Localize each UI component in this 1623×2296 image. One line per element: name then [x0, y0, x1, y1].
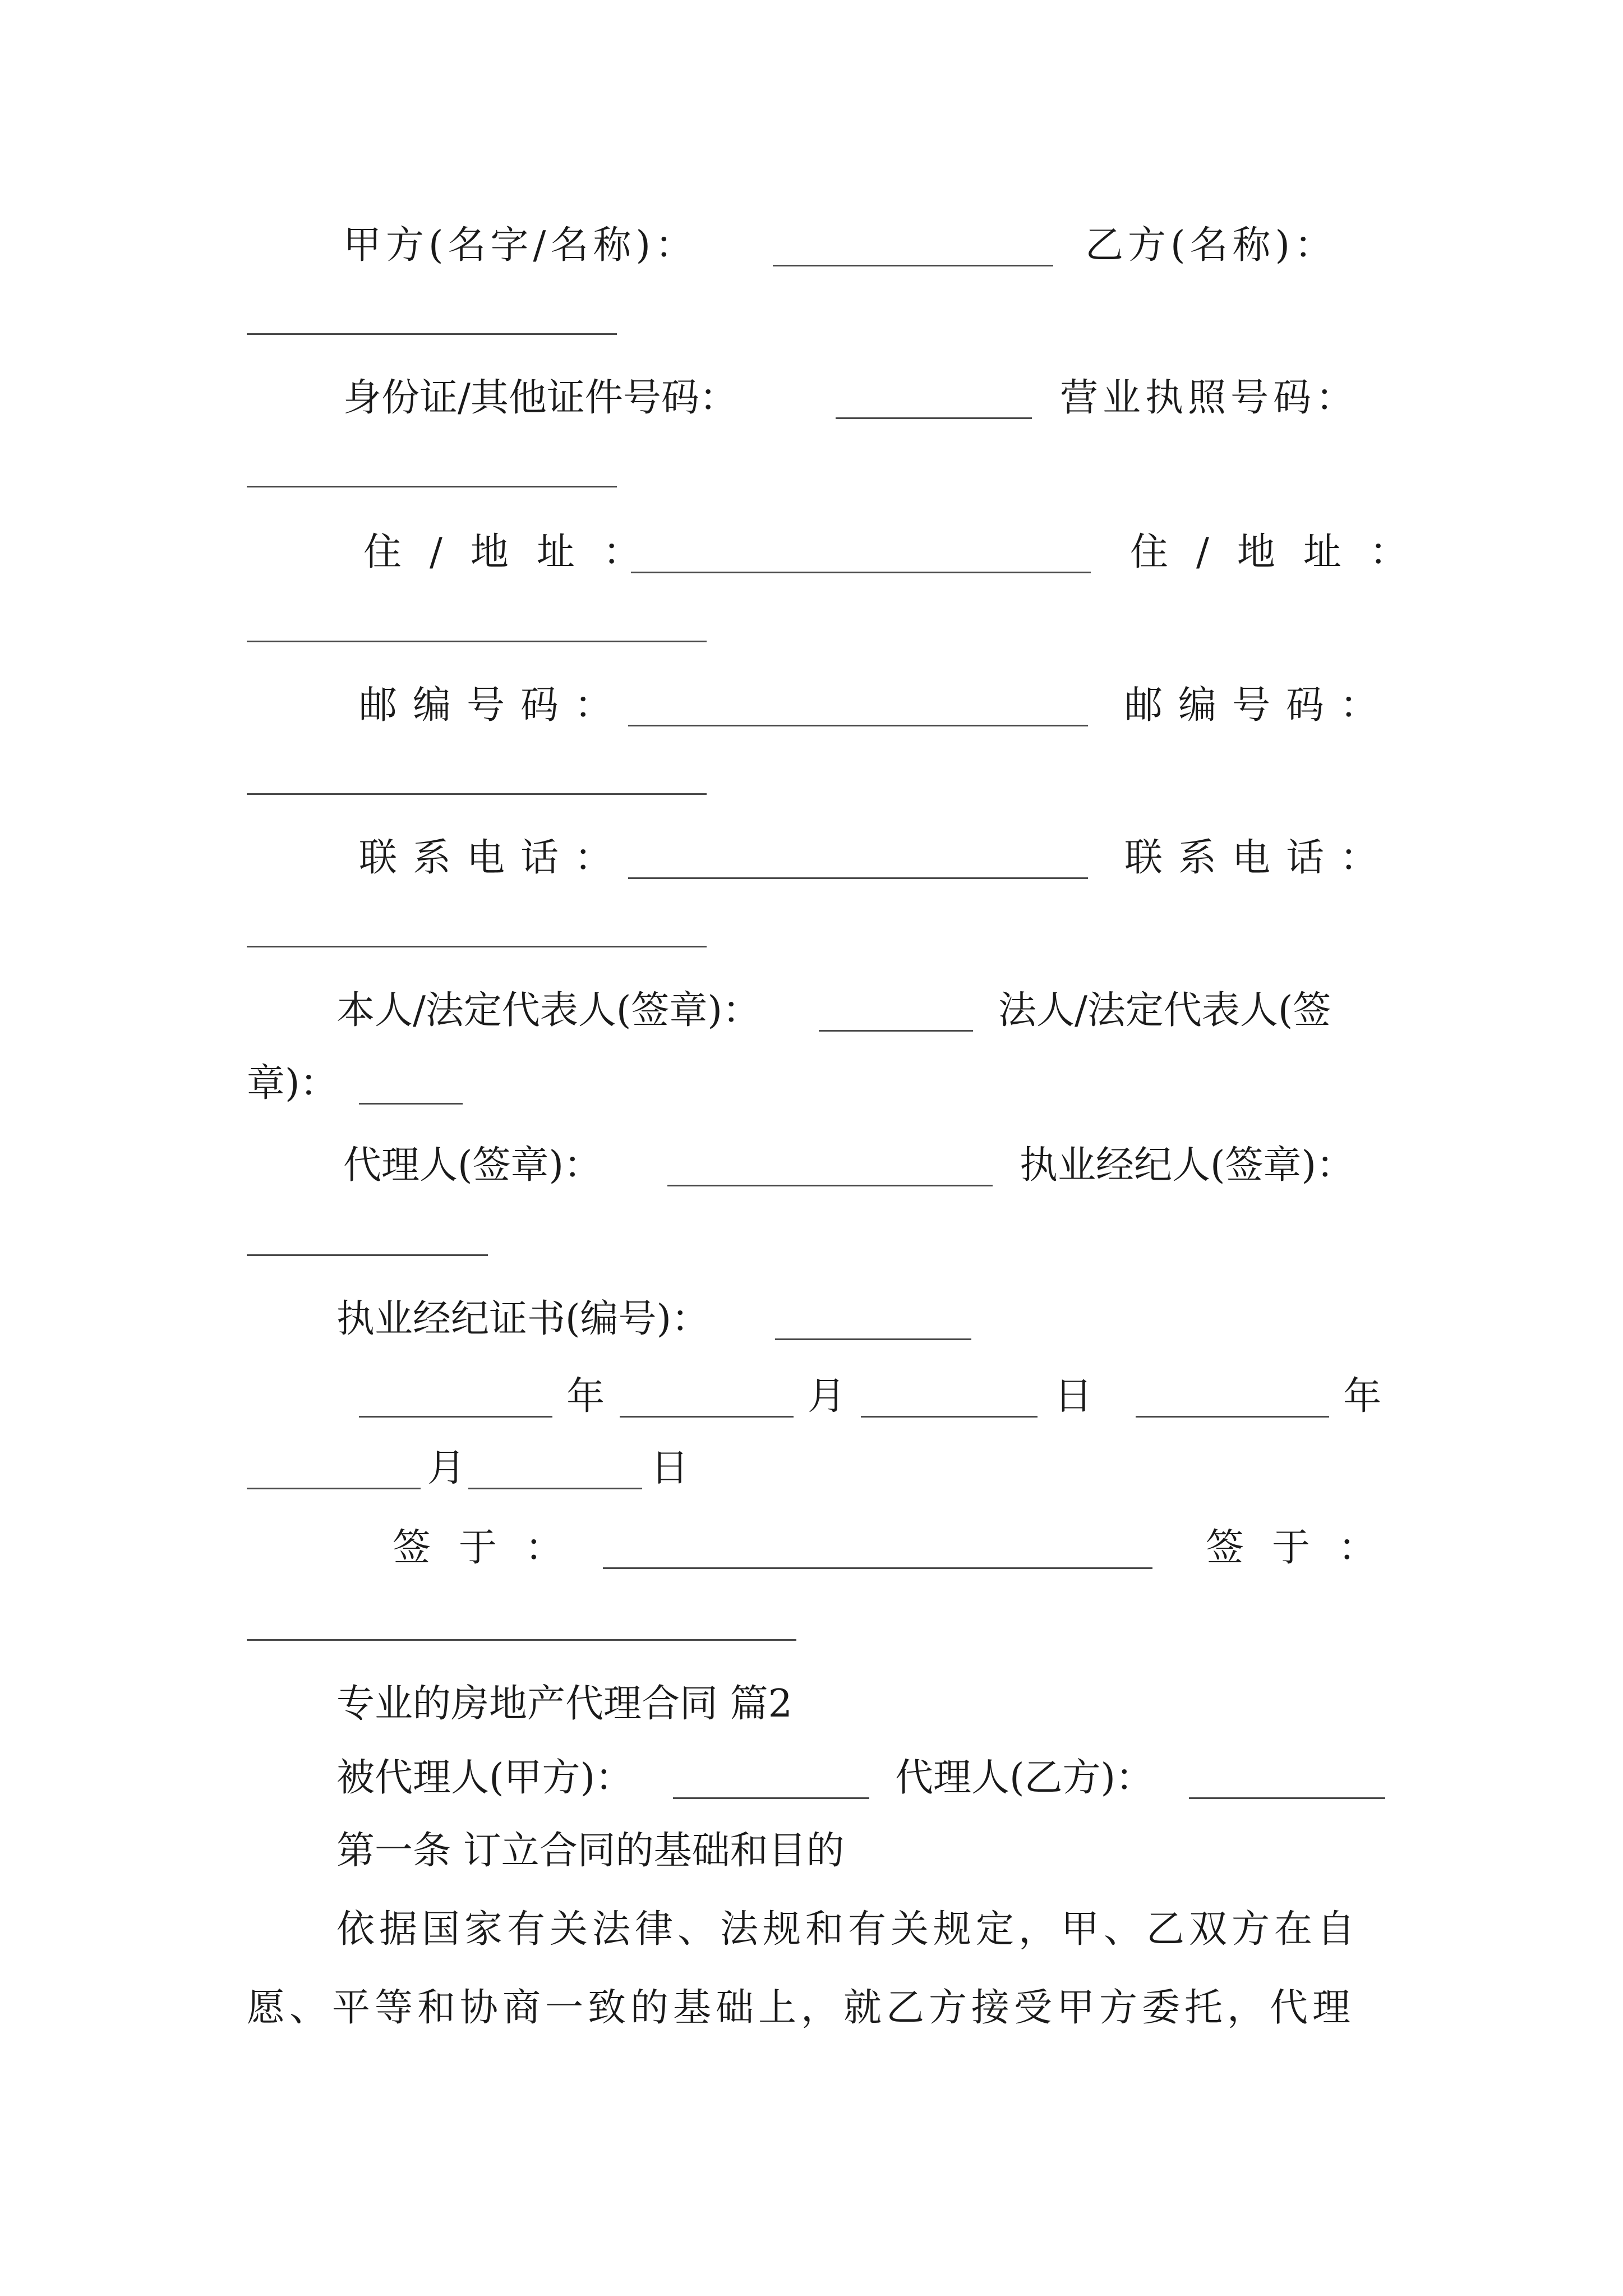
paragraph-line-1	[0, 1902, 1623, 1958]
party-b-name-label: 乙方(名称)：	[1085, 223, 1338, 268]
agent-sign-field[interactable]	[667, 1185, 993, 1186]
phone-a-field[interactable]	[628, 877, 1088, 879]
principal-agent-row	[0, 1750, 1623, 1806]
rep-a-field[interactable]	[819, 1030, 973, 1032]
date-a-month-label: 月	[808, 1374, 846, 1419]
paragraph-text-2: 愿、平等和协商一致的基础上，就乙方接受甲方委托，代理	[247, 1986, 1355, 2030]
agent-b-label: 代理人(乙方)：	[895, 1756, 1154, 1800]
id-number-label: 身份证/其他证件号码：	[343, 376, 737, 420]
article1-title: 第一条 订立合同的基础和目的	[336, 1829, 845, 1873]
date-b-row	[0, 1441, 1623, 1497]
date-b-month-field[interactable]	[247, 1488, 421, 1489]
broker-sign-row	[0, 1207, 1623, 1263]
address-row	[0, 524, 1623, 581]
business-license-label: 营业执照号码：	[1060, 376, 1359, 420]
address-b-label: 住/地址：	[1130, 530, 1436, 574]
section-title: 专业的房地产代理合同 篇2	[336, 1682, 792, 1726]
phone-b-field[interactable]	[247, 946, 707, 947]
date-a-day-label: 日	[1054, 1374, 1093, 1419]
postal-b-label: 邮编号码：	[1124, 683, 1394, 728]
phone-b-row	[0, 899, 1623, 955]
party-b-name-field[interactable]	[247, 333, 617, 335]
paragraph-text-1: 依据国家有关法律、法规和有关规定，甲、乙双方在自	[336, 1907, 1360, 1952]
party-names-row	[0, 218, 1623, 274]
principal-label: 被代理人(甲方)：	[336, 1756, 634, 1800]
date-b-year-field[interactable]	[1136, 1416, 1329, 1418]
business-license-row	[0, 439, 1623, 495]
principal-field[interactable]	[673, 1797, 869, 1799]
article-title-row	[0, 1823, 1623, 1879]
address-b-row	[0, 593, 1623, 650]
broker-sign-label: 执业经纪人(签章)：	[1020, 1143, 1355, 1188]
phone-row	[0, 830, 1623, 886]
date-row	[0, 1369, 1623, 1425]
agent-b-field[interactable]	[1189, 1797, 1385, 1799]
broker-cert-field[interactable]	[775, 1338, 971, 1340]
date-b-year-label: 年	[1343, 1374, 1382, 1419]
postal-row	[0, 678, 1623, 734]
date-b-day-label: 日	[651, 1446, 689, 1490]
agent-sign-label: 代理人(签章)：	[343, 1143, 602, 1188]
date-a-month-field[interactable]	[620, 1416, 794, 1418]
signed-at-a-field[interactable]	[603, 1567, 1152, 1569]
postal-b-field[interactable]	[247, 793, 707, 795]
rep-b-label-start: 法人/法定代表人(签	[998, 988, 1331, 1033]
postal-b-row	[0, 746, 1623, 802]
paragraph-line-2	[0, 1980, 1623, 2036]
date-a-day-field[interactable]	[861, 1416, 1038, 1418]
date-b-day-field[interactable]	[468, 1488, 642, 1489]
broker-cert-label: 执业经纪证书(编号)：	[336, 1297, 710, 1341]
rep-b-row	[0, 1056, 1623, 1112]
address-b-field[interactable]	[247, 641, 707, 642]
representative-row	[0, 983, 1623, 1039]
address-a-field[interactable]	[631, 572, 1091, 573]
business-license-field[interactable]	[247, 486, 617, 487]
address-a-label: 住/地址：	[363, 530, 669, 574]
agent-broker-row	[0, 1138, 1623, 1194]
rep-a-label: 本人/法定代表人(签章)：	[336, 988, 760, 1033]
phone-b-label: 联系电话：	[1124, 836, 1394, 880]
signed-at-row	[0, 1520, 1623, 1576]
id-number-field[interactable]	[836, 417, 1032, 419]
signed-at-a-label: 签于：	[393, 1526, 592, 1570]
signed-at-b-field[interactable]	[247, 1639, 796, 1641]
signed-at-b-label: 签于：	[1206, 1526, 1405, 1570]
id-numbers-row	[0, 370, 1623, 426]
party-a-name-field[interactable]	[773, 265, 1053, 266]
section-heading-row	[0, 1676, 1623, 1732]
phone-a-label: 联系电话：	[359, 836, 629, 880]
broker-cert-row	[0, 1291, 1623, 1347]
date-b-month-label: 月	[427, 1446, 466, 1490]
postal-a-label: 邮编号码：	[359, 683, 629, 728]
party-a-name-label: 甲方(名字/名称)：	[343, 223, 698, 268]
postal-a-field[interactable]	[628, 725, 1088, 726]
broker-sign-field[interactable]	[247, 1254, 488, 1256]
party-b-name-row	[0, 286, 1623, 342]
date-a-year-field[interactable]	[359, 1416, 552, 1418]
signed-at-b-row	[0, 1592, 1623, 1648]
rep-b-label-end: 章)：	[247, 1061, 338, 1106]
date-a-year-label: 年	[566, 1374, 605, 1419]
rep-b-field[interactable]	[359, 1103, 463, 1105]
